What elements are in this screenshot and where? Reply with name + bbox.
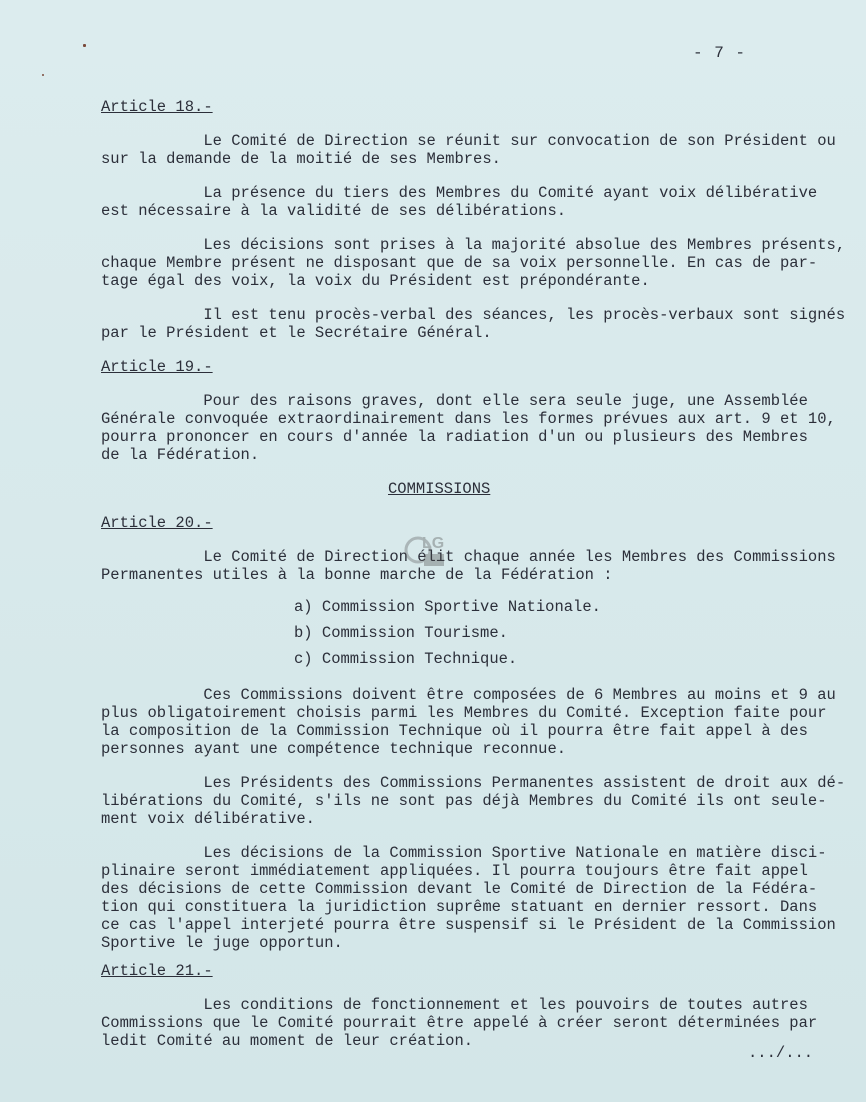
text-line: Les conditions de fonctionnement et les pouvoirs de toutes autres bbox=[101, 996, 808, 1014]
text-line: Il est tenu procès-verbal des séances, les procès-verbaux sont signés bbox=[101, 306, 846, 324]
text-line: Les Présidents des Commissions Permanentes assistent de droit aux dé- bbox=[101, 774, 846, 792]
list-item: a) Commission Sportive Nationale. bbox=[294, 598, 601, 616]
watermark-text: LG bbox=[422, 535, 445, 552]
text-line: Générale convoquée extraordinairement dans les formes prévues aux art. 9 et 10, bbox=[101, 410, 836, 428]
text-line: Permanentes utiles à la bonne marche de la Fédération : bbox=[101, 566, 613, 584]
list-item: b) Commission Tourisme. bbox=[294, 624, 508, 642]
article-18-heading: Article 18.- bbox=[101, 98, 213, 116]
text-line: ment voix délibérative. bbox=[101, 810, 315, 828]
ink-speck bbox=[83, 44, 86, 47]
text-line: ce cas l'appel interjeté pourra être suspensif si le Président de la Commission bbox=[101, 916, 836, 934]
watermark-logo bbox=[402, 528, 460, 576]
text-line: libérations du Comité, s'ils ne sont pas déjà Membres du Comité ils ont seule- bbox=[101, 792, 827, 810]
text-line: la composition de la Commission Technique où il pourra être fait appel à des bbox=[101, 722, 808, 740]
text-line: Sportive le juge opportun. bbox=[101, 934, 343, 952]
list-item: c) Commission Technique. bbox=[294, 650, 518, 668]
text-line: des décisions de cette Commission devant le Comité de Direction de la Fédéra- bbox=[101, 880, 818, 898]
text-line: Ces Commissions doivent être composées de 6 Membres au moins et 9 au bbox=[101, 686, 836, 704]
text-line: Les décisions de la Commission Sportive Nationale en matière disci- bbox=[101, 844, 827, 862]
text-line: Le Comité de Direction élit chaque année les Membres des Commissions bbox=[101, 548, 836, 566]
text-line: par le Président et le Secrétaire Général. bbox=[101, 324, 492, 342]
text-line: personnes ayant une compétence technique reconnue. bbox=[101, 740, 567, 758]
article-21-heading: Article 21.- bbox=[101, 962, 213, 980]
article-19-heading: Article 19.- bbox=[101, 358, 213, 376]
text-line: Pour des raisons graves, dont elle sera seule juge, une Assemblée bbox=[101, 392, 808, 410]
text-line: tage égal des voix, la voix du Président est prépondérante. bbox=[101, 272, 650, 290]
text-line: Les décisions sont prises à la majorité absolue des Membres présents, bbox=[101, 236, 846, 254]
text-line: est nécessaire à la validité de ses délibérations. bbox=[101, 202, 567, 220]
page-number: - 7 - bbox=[693, 44, 747, 62]
text-line: Commissions que le Comité pourrait être appelé à créer seront déterminées par bbox=[101, 1014, 818, 1032]
ink-speck bbox=[42, 74, 44, 76]
text-line: pourra prononcer en cours d'année la radiation d'un ou plusieurs des Membres bbox=[101, 428, 808, 446]
article-20-heading: Article 20.- bbox=[101, 514, 213, 532]
text-line: Le Comité de Direction se réunit sur convocation de son Président ou bbox=[101, 132, 836, 150]
text-line: sur la demande de la moitié de ses Membres. bbox=[101, 150, 501, 168]
text-line: de la Fédération. bbox=[101, 446, 260, 464]
text-line: tion qui constituera la juridiction suprême statuant en dernier ressort. Dans bbox=[101, 898, 818, 916]
text-line: plus obligatoirement choisis parmi les Membres du Comité. Exception faite pour bbox=[101, 704, 827, 722]
continuation-mark: .../... bbox=[748, 1044, 814, 1062]
text-line: plinaire seront immédiatement appliquées. Il pourra toujours être fait appel bbox=[101, 862, 808, 880]
text-line: La présence du tiers des Membres du Comité ayant voix délibérative bbox=[101, 184, 818, 202]
section-title: COMMISSIONS bbox=[388, 480, 491, 498]
text-line: chaque Membre présent ne disposant que de sa voix personnelle. En cas de par- bbox=[101, 254, 818, 272]
text-line: ledit Comité au moment de leur création. bbox=[101, 1032, 474, 1050]
